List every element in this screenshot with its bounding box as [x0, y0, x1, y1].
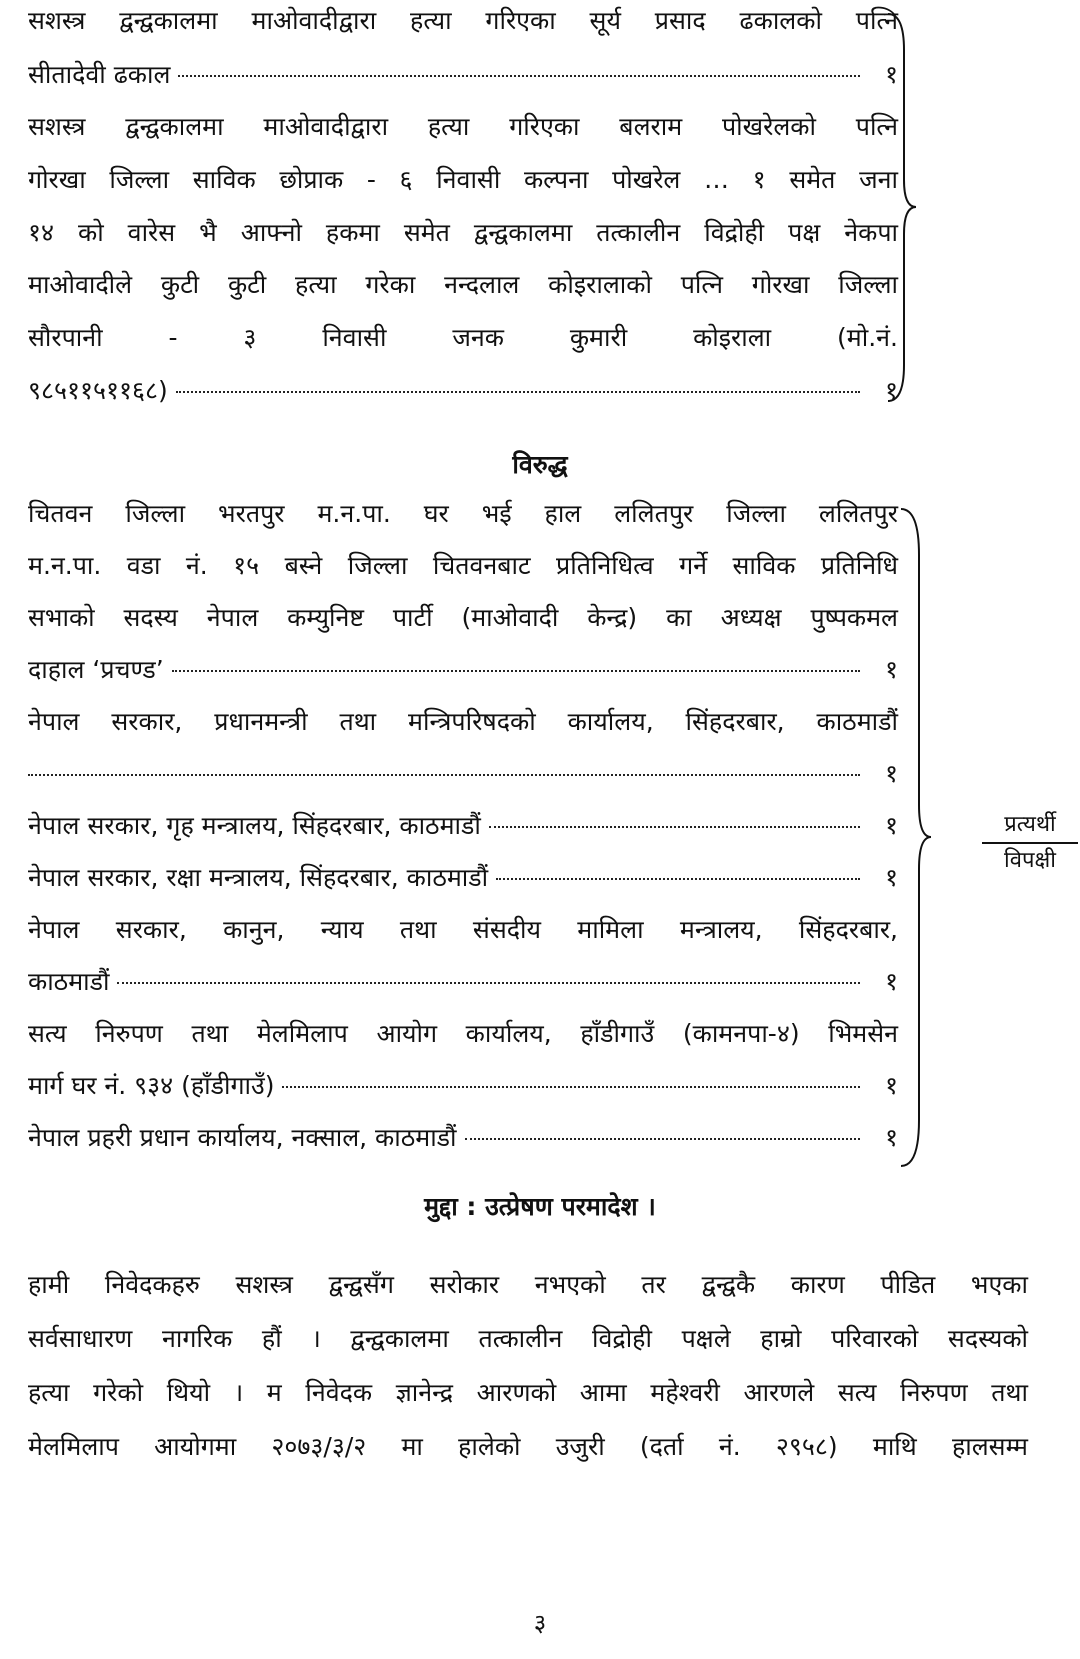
- entry-text: ९८५११५११६८): [28, 376, 168, 405]
- petitioner-line: १४ को वारेस भै आफ्नो हकमा समेत द्वन्द्वकालमा तत्कालीन विद्रोही पक्ष नेकपा: [28, 218, 898, 247]
- entry-text: काठमाडौं: [28, 967, 110, 996]
- entry-count: १: [884, 376, 898, 405]
- side-label-top: प्रत्यर्थी: [982, 810, 1078, 844]
- respondent-entry: [28, 1121, 898, 1155]
- leader-dots: [465, 1138, 860, 1140]
- entry-text: मार्ग घर नं. ९३४ (हाँडीगाउँ): [28, 1071, 275, 1100]
- respondent-side-label: [982, 810, 1078, 876]
- respondent-entry: [28, 653, 898, 687]
- respondents-brace: [895, 505, 935, 1170]
- body-line: हामी निवेदकहरु सशस्त्र द्वन्द्वसँग सरोकार नभएको तर द्वन्द्वकै कारण पीडित भएका: [28, 1270, 1028, 1299]
- entry-count: १: [884, 967, 898, 996]
- respondent-line: नेपाल सरकार, प्रधानमन्त्री तथा मन्त्रिपरिषदको कार्यालय, सिंहदरबार, काठमाडौं: [28, 707, 898, 736]
- entry-count: १: [884, 60, 898, 89]
- leader-dots: [178, 75, 860, 77]
- respondent-line: सत्य निरुपण तथा मेलमिलाप आयोग कार्यालय, हाँडीगाउँ (कामनपा-४) भिमसेन: [28, 1019, 898, 1048]
- page-number: ३: [533, 1609, 547, 1637]
- entry-text: दाहाल ‘प्रचण्ड’: [28, 655, 164, 684]
- respondent-entry: [28, 757, 898, 791]
- petitioners-brace: [880, 10, 920, 405]
- respondent-entry: [28, 1069, 898, 1103]
- leader-dots: [489, 826, 860, 828]
- side-label-bottom: विपक्षी: [1004, 848, 1056, 873]
- entry-count: १: [884, 863, 898, 892]
- petitioner-line: माओवादीले कुटी कुटी हत्या गरेका नन्दलाल कोइरालाको पत्नि गोरखा जिल्ला: [28, 270, 898, 299]
- respondent-entry: [28, 809, 898, 843]
- case-heading: मुद्दा : उत्प्रेषण परमादेश ।: [424, 1192, 656, 1221]
- body-line: सर्वसाधारण नागरिक हौं । द्वन्द्वकालमा तत्कालीन विद्रोही पक्षले हाम्रो परिवारको सदस्यको: [28, 1324, 1028, 1353]
- petitioner-line: सशस्त्र द्वन्द्वकालमा माओवादीद्वारा हत्या गरिएका सूर्य प्रसाद ढकालको पत्नि: [28, 6, 898, 35]
- entry-count: १: [884, 1123, 898, 1152]
- entry-text: नेपाल प्रहरी प्रधान कार्यालय, नक्साल, काठमाडौं: [28, 1123, 457, 1152]
- respondent-entry: [28, 965, 898, 999]
- respondent-entry: [28, 861, 898, 895]
- body-line: मेलमिलाप आयोगमा २०७३/३/२ मा हालेको उजुरी (दर्ता नं. २९५८) माथि हालसम्म: [28, 1432, 1028, 1461]
- leader-dots: [117, 982, 860, 984]
- leader-dots: [496, 878, 860, 880]
- entry-count: १: [884, 1071, 898, 1100]
- respondent-line: सभाको सदस्य नेपाल कम्युनिष्ट पार्टी (माओवादी केन्द्र) का अध्यक्ष पुष्पकमल: [28, 603, 898, 632]
- leader-dots: [172, 670, 860, 672]
- leader-dots: [176, 391, 860, 393]
- respondent-line: नेपाल सरकार, कानुन, न्याय तथा संसदीय मामिला मन्त्रालय, सिंहदरबार,: [28, 915, 898, 944]
- entry-text: नेपाल सरकार, रक्षा मन्त्रालय, सिंहदरबार, काठमाडौं: [28, 863, 489, 892]
- versus-heading: विरुद्ध: [512, 450, 568, 479]
- entry-count: १: [884, 655, 898, 684]
- entry-text: सीतादेवी ढकाल: [28, 60, 171, 89]
- respondent-line: चितवन जिल्ला भरतपुर म.न.पा. घर भई हाल ललितपुर जिल्ला ललितपुर: [28, 499, 898, 528]
- petitioner-line: गोरखा जिल्ला साविक छोप्राक - ६ निवासी कल्पना पोखरेल … १ समेत जना: [28, 165, 898, 194]
- petitioner-entry: [28, 58, 898, 92]
- entry-count: १: [884, 759, 898, 788]
- petitioner-line: सशस्त्र द्वन्द्वकालमा माओवादीद्वारा हत्या गरिएका बलराम पोखरेलको पत्नि: [28, 112, 898, 141]
- leader-dots: [28, 774, 860, 776]
- entry-text: नेपाल सरकार, गृह मन्त्रालय, सिंहदरबार, काठमाडौं: [28, 811, 481, 840]
- leader-dots: [282, 1086, 860, 1088]
- respondent-line: म.न.पा. वडा नं. १५ बस्ने जिल्ला चितवनबाट प्रतिनिधित्व गर्ने साविक प्रतिनिधि: [28, 551, 898, 580]
- body-line: हत्या गरेको थियो । म निवेदक ज्ञानेन्द्र आरणको आमा महेश्वरी आरणले सत्य निरुपण तथा: [28, 1378, 1028, 1407]
- petitioner-entry: [28, 374, 898, 408]
- entry-count: १: [884, 811, 898, 840]
- petitioner-line: सौरपानी - ३ निवासी जनक कुमारी कोइराला (मो.नं.: [28, 323, 898, 352]
